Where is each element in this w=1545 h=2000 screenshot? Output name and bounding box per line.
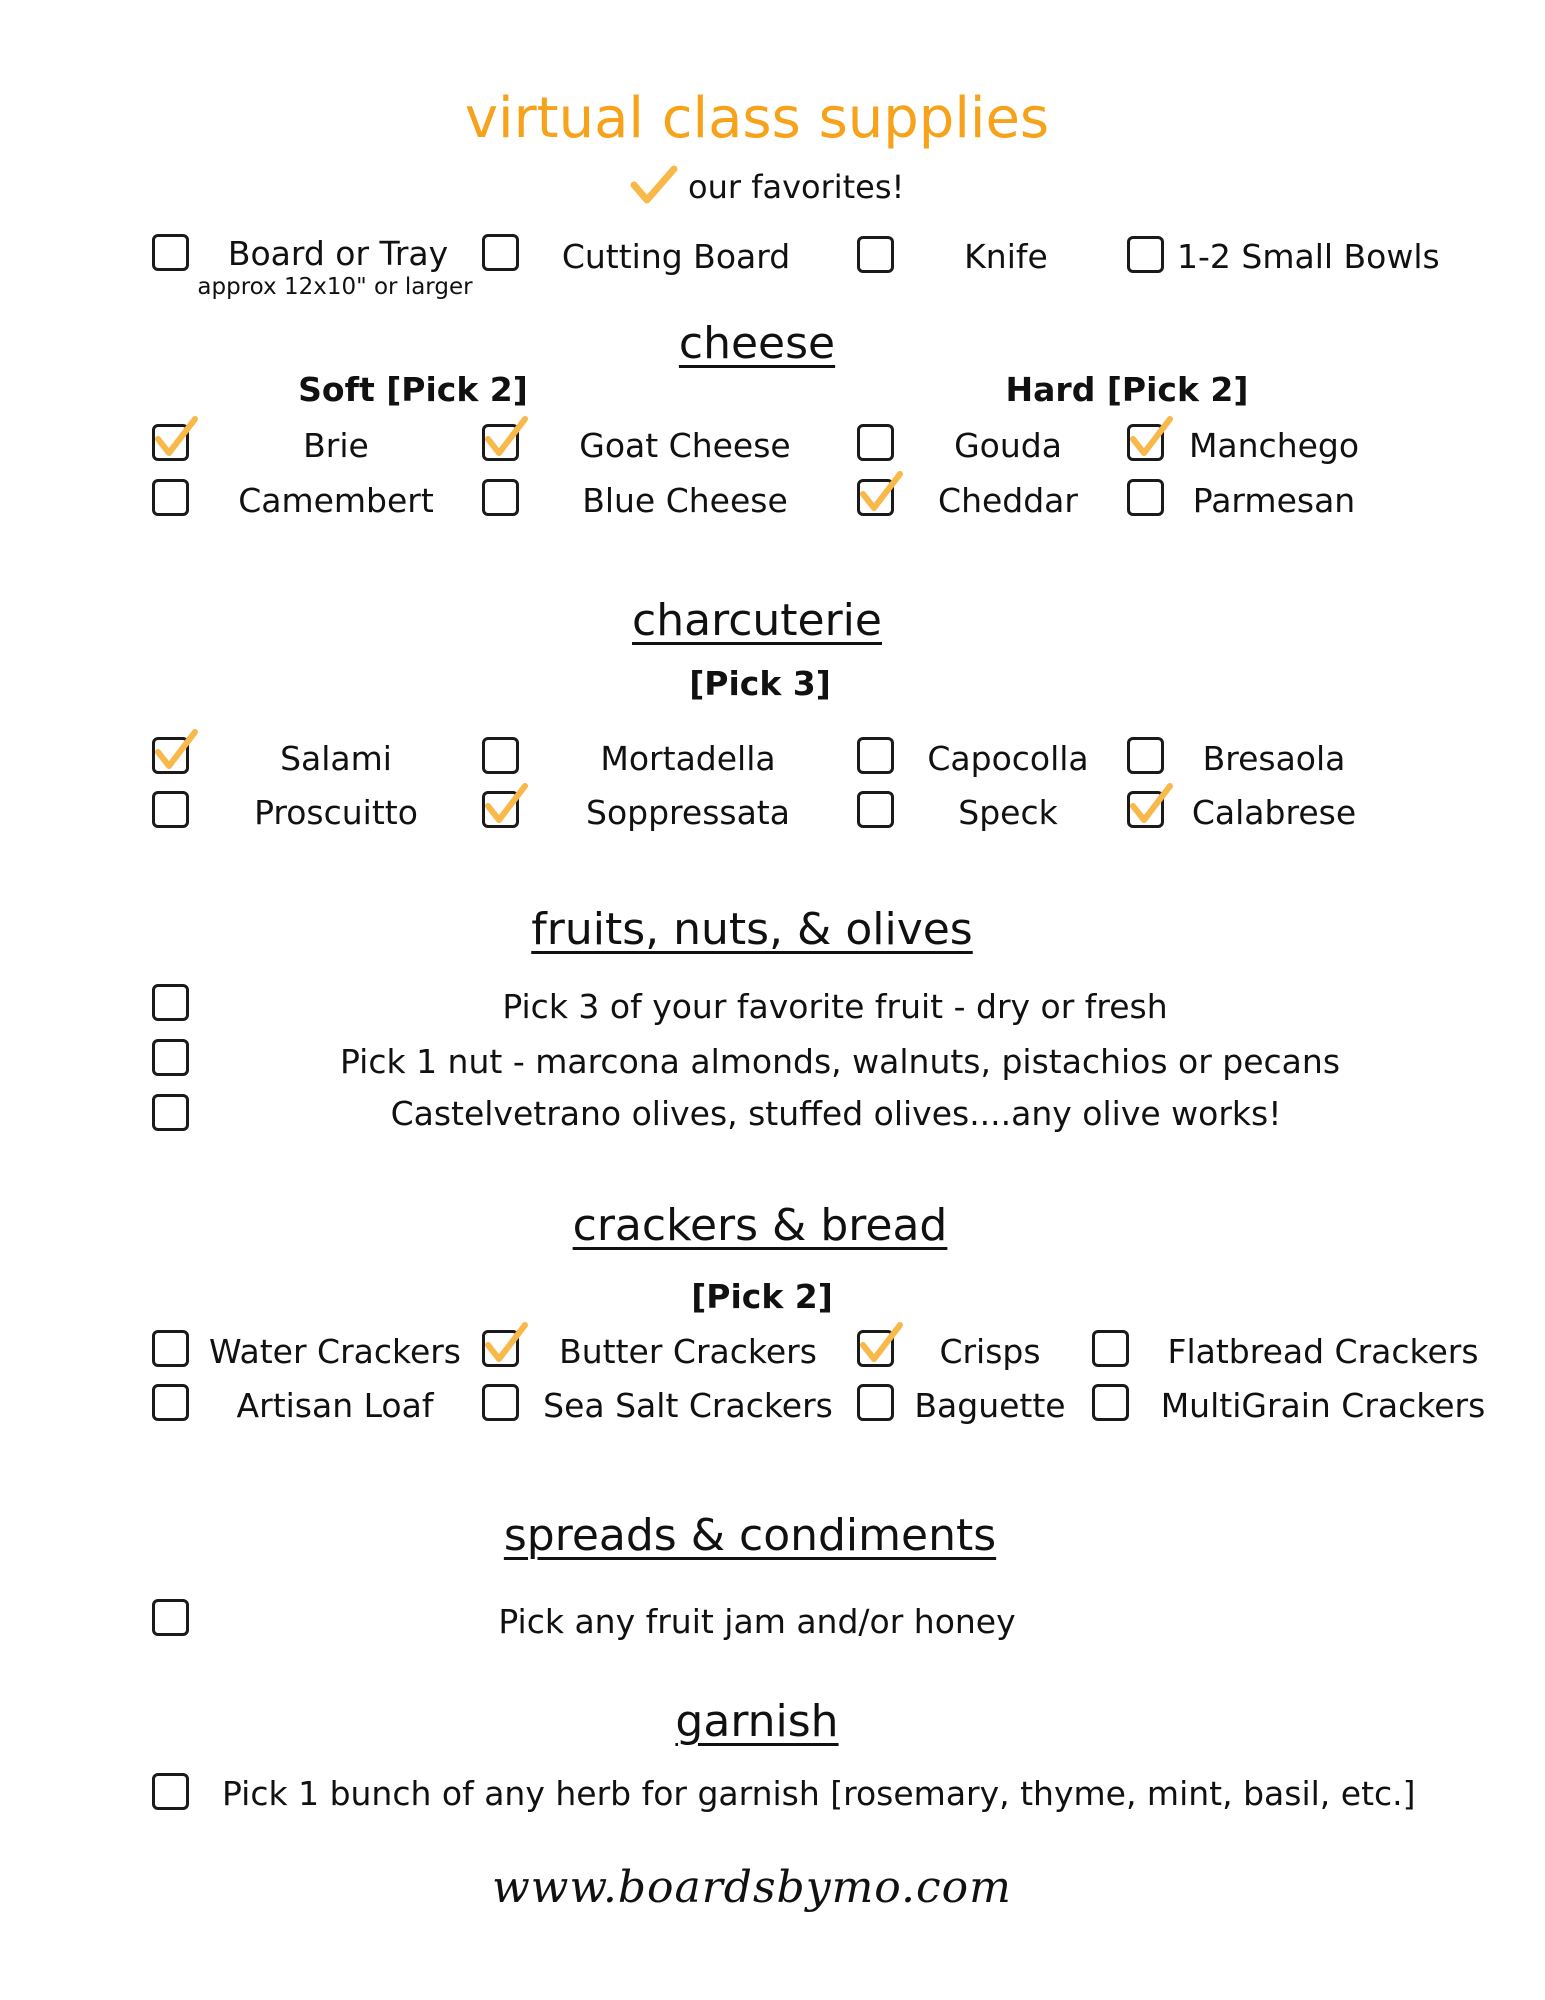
cheese-item-label: Gouda [954, 426, 1062, 465]
board-note: approx 12x10" or larger [197, 274, 473, 300]
bowls-label: 1-2 Small Bowls [1177, 237, 1440, 276]
charcuterie-checkbox[interactable] [482, 791, 519, 828]
charcuterie-item-label: Capocolla [927, 739, 1089, 778]
charcuterie-item-label: Bresaola [1202, 739, 1346, 778]
cheese-item-label: Cheddar [938, 481, 1078, 520]
charcuterie-item-label: Mortadella [600, 739, 776, 778]
cheese-item-label: Goat Cheese [579, 426, 791, 465]
charcuterie-checkbox[interactable] [857, 737, 894, 774]
cheese-checkbox[interactable] [482, 424, 519, 461]
footer-website[interactable]: www.boardsbymo.com [492, 1862, 1012, 1913]
nut-checkbox[interactable] [152, 1039, 189, 1076]
charcuterie-item-label: Salami [280, 739, 392, 778]
cheese-item-label: Brie [303, 426, 369, 465]
charcuterie-item-label: Proscuitto [254, 793, 418, 832]
crackers-checkbox[interactable] [482, 1330, 519, 1367]
crackers-heading: crackers & bread [572, 1200, 948, 1251]
charcuterie-checkbox[interactable] [857, 791, 894, 828]
nut-label: Pick 1 nut - marcona almonds, walnuts, pistachios or pecans [339, 1042, 1341, 1081]
crackers-checkbox[interactable] [1092, 1384, 1129, 1421]
garnish-heading: garnish [675, 1696, 839, 1747]
cheese-item-label: Blue Cheese [582, 481, 788, 520]
charcuterie-pick: [Pick 3] [689, 664, 831, 703]
charcuterie-heading: charcuterie [632, 595, 882, 646]
cheese-heading: cheese [678, 318, 836, 369]
crackers-item-label: Sea Salt Crackers [543, 1386, 833, 1425]
garnish-checkbox[interactable] [152, 1773, 189, 1810]
fruit-checkbox[interactable] [152, 984, 189, 1021]
charcuterie-checkbox[interactable] [1127, 791, 1164, 828]
hard-cheese-label: Hard [Pick 2] [1005, 370, 1249, 409]
olive-label: Castelvetrano olives, stuffed olives....any olive works! [390, 1094, 1282, 1133]
legend-text: our favorites! [688, 168, 905, 206]
crackers-item-label: Artisan Loaf [236, 1386, 434, 1425]
crackers-checkbox[interactable] [1092, 1330, 1129, 1367]
charcuterie-checkbox[interactable] [152, 791, 189, 828]
charcuterie-item-label: Soppressata [586, 793, 790, 832]
crackers-checkbox[interactable] [482, 1384, 519, 1421]
charcuterie-item-label: Calabrese [1191, 793, 1357, 832]
cheese-checkbox[interactable] [857, 424, 894, 461]
charcuterie-checkbox[interactable] [482, 737, 519, 774]
crackers-checkbox[interactable] [857, 1330, 894, 1367]
soft-cheese-label: Soft [Pick 2] [298, 370, 528, 409]
crackers-pick: [Pick 2] [691, 1277, 833, 1316]
fruits-heading: fruits, nuts, & olives [531, 904, 973, 955]
cheese-checkbox[interactable] [152, 479, 189, 516]
cheese-checkbox[interactable] [482, 479, 519, 516]
spreads-heading: spreads & condiments [503, 1510, 997, 1561]
bowls-checkbox[interactable] [1127, 236, 1164, 273]
checkmark-icon [630, 165, 678, 205]
cutting-board-label: Cutting Board [561, 237, 791, 276]
cheese-checkbox[interactable] [1127, 424, 1164, 461]
charcuterie-checkbox[interactable] [1127, 737, 1164, 774]
cheese-item-label: Camembert [238, 481, 434, 520]
knife-label: Knife [964, 237, 1048, 276]
spreads-label: Pick any fruit jam and/or honey [498, 1602, 1016, 1641]
olive-checkbox[interactable] [152, 1094, 189, 1131]
crackers-checkbox[interactable] [152, 1330, 189, 1367]
crackers-item-label: Butter Crackers [559, 1332, 817, 1371]
cheese-item-label: Parmesan [1192, 481, 1356, 520]
cutting-board-checkbox[interactable] [482, 234, 519, 271]
cheese-checkbox[interactable] [152, 424, 189, 461]
charcuterie-item-label: Speck [958, 793, 1058, 832]
crackers-item-label: MultiGrain Crackers [1160, 1386, 1486, 1425]
board-label: Board or Tray [227, 234, 449, 273]
knife-checkbox[interactable] [857, 236, 894, 273]
crackers-item-label: Crisps [939, 1332, 1041, 1371]
crackers-item-label: Baguette [914, 1386, 1066, 1425]
cheese-checkbox[interactable] [1127, 479, 1164, 516]
board-checkbox[interactable] [152, 234, 189, 271]
crackers-item-label: Flatbread Crackers [1167, 1332, 1479, 1371]
spreads-checkbox[interactable] [152, 1599, 189, 1636]
crackers-checkbox[interactable] [857, 1384, 894, 1421]
page-title: virtual class supplies [464, 86, 1050, 151]
garnish-label: Pick 1 bunch of any herb for garnish [rosemary, thyme, mint, basil, etc.] [222, 1774, 1416, 1813]
cheese-checkbox[interactable] [857, 479, 894, 516]
cheese-item-label: Manchego [1188, 426, 1360, 465]
crackers-item-label: Water Crackers [208, 1332, 462, 1371]
charcuterie-checkbox[interactable] [152, 737, 189, 774]
fruit-label: Pick 3 of your favorite fruit - dry or fresh [502, 987, 1168, 1026]
crackers-checkbox[interactable] [152, 1384, 189, 1421]
